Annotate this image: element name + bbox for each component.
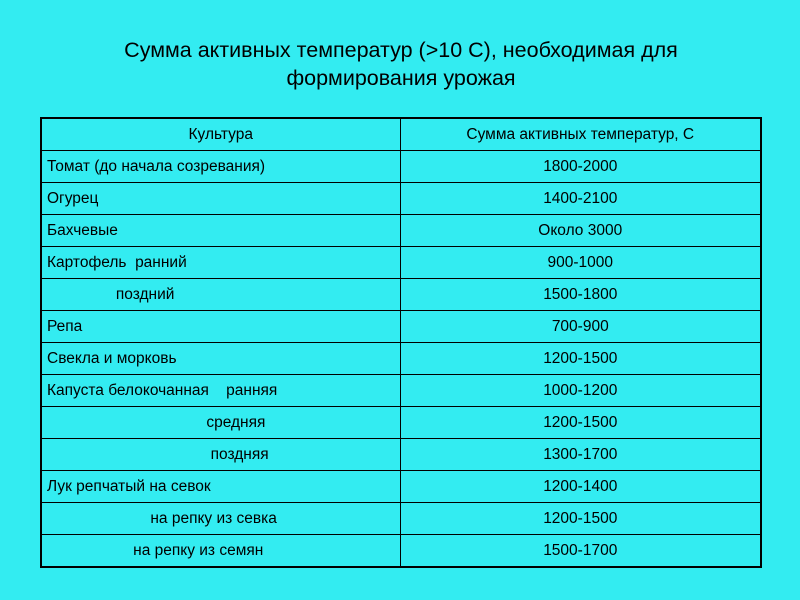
crop-cell: на репку из севка <box>41 503 400 535</box>
table-row <box>41 535 761 568</box>
table-row <box>41 375 761 407</box>
temperature-sum-cell: 1400-2100 <box>400 183 761 215</box>
temperature-table <box>40 117 762 568</box>
title-line-1: Сумма активных температур (>10 С), необходимая для <box>124 38 678 62</box>
temperature-sum-cell: 1200-1500 <box>400 343 761 375</box>
temperature-sum-cell: 1500-1800 <box>400 279 761 311</box>
header-temperature-sum: Сумма активных температур, С <box>400 118 761 151</box>
table-row <box>41 311 761 343</box>
crop-cell: поздняя <box>41 439 400 471</box>
crop-cell: Репа <box>41 311 400 343</box>
temperature-sum-cell: 1500-1700 <box>400 535 761 568</box>
temperature-sum-cell: 900-1000 <box>400 247 761 279</box>
crop-cell: Капуста белокочанная ранняя <box>41 375 400 407</box>
crop-cell: Огурец <box>41 183 400 215</box>
crop-cell: Свекла и морковь <box>41 343 400 375</box>
table-row <box>41 471 761 503</box>
title-line-2: формирования урожая <box>286 66 516 90</box>
temperature-sum-cell: 1300-1700 <box>400 439 761 471</box>
crop-cell: на репку из семян <box>41 535 400 568</box>
crop-cell: Картофель ранний <box>41 247 400 279</box>
table-row <box>41 439 761 471</box>
crop-cell: средняя <box>41 407 400 439</box>
crop-cell: Томат (до начала созревания) <box>41 151 400 183</box>
temperature-sum-cell: 1200-1400 <box>400 471 761 503</box>
table-row <box>41 183 761 215</box>
table-row <box>41 215 761 247</box>
table-row <box>41 503 761 535</box>
table-row <box>41 343 761 375</box>
crop-cell: поздний <box>41 279 400 311</box>
crop-cell: Бахчевые <box>41 215 400 247</box>
table-row <box>41 151 761 183</box>
temperature-sum-cell: 1800-2000 <box>400 151 761 183</box>
crop-cell: Лук репчатый на севок <box>41 471 400 503</box>
temperature-sum-cell: 1200-1500 <box>400 407 761 439</box>
table-row <box>41 279 761 311</box>
temperature-sum-cell: 1000-1200 <box>400 375 761 407</box>
header-crop: Культура <box>41 118 400 151</box>
temperature-sum-cell: 700-900 <box>400 311 761 343</box>
page-title <box>40 36 762 92</box>
table-row <box>41 247 761 279</box>
table-header-row <box>41 118 761 151</box>
temperature-sum-cell: Около 3000 <box>400 215 761 247</box>
temperature-sum-cell: 1200-1500 <box>400 503 761 535</box>
table-row <box>41 407 761 439</box>
